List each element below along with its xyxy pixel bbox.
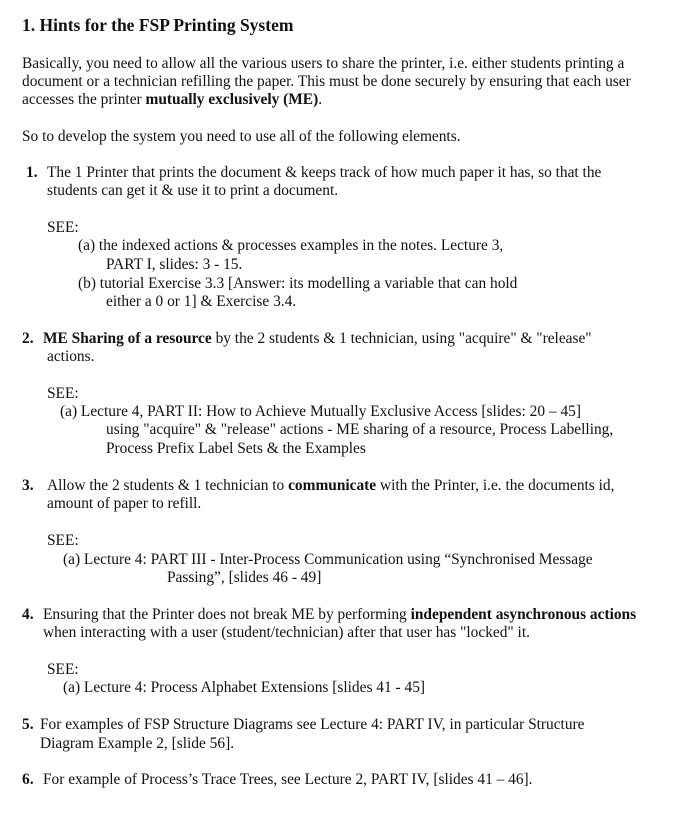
item-3-emphasis: communicate [288,477,377,494]
page-title: 1. Hints for the FSP Printing System [22,15,294,35]
item-1-ref-b-line-1: (b) tutorial Exercise 3.3 [Answer: its modelling a variable that can hold [78,275,518,292]
item-5-line-1: For examples of FSP Structure Diagrams see Lecture 4: PART IV, in particular Structure [40,716,585,733]
item-4-number: 4. [22,606,34,623]
intro-line-3-end: . [318,91,323,108]
item-6-line-1: For example of Process’s Trace Trees, see Lecture 2, PART IV, [slides 41 – 46]. [43,771,533,788]
item-3-ref-a-line-1: (a) Lecture 4: PART III - Inter-Process Communication using “Synchronised Message [63,551,593,568]
item-1-ref-a-line-1: (a) the indexed actions & processes examples in the notes. Lecture 3, [78,237,504,254]
item-6-number: 6. [22,771,34,788]
intro-line-1: Basically, you need to allow all the various users to share the printer, i.e. either students printing a [22,55,625,72]
item-3-line-1 [47,477,614,496]
item-1-line-1: The 1 Printer that prints the document & keeps track of how much paper it has, so that the [47,164,602,181]
item-2-line-1 [43,330,592,349]
item-2-line-2: actions. [47,348,95,365]
item-1-ref-b-line-2: either a 0 or 1] & Exercise 3.4. [106,293,297,310]
intro-line-4: So to develop the system you need to use all of the following elements. [22,128,461,145]
item-2-number: 2. [22,330,34,347]
item-4-ref-a-line-1: (a) Lecture 4: Process Alphabet Extensions [slides 41 - 45] [63,679,426,696]
item-4-see: SEE: [47,661,79,678]
item-3-ref-a-line-2: Passing”, [slides 46 - 49] [167,569,322,586]
item-1-number: 1. [26,164,38,181]
item-3-line-2: amount of paper to refill. [47,495,202,512]
item-1-ref-a-line-2: PART I, slides: 3 - 15. [106,256,243,273]
item-4-emphasis: independent asynchronous actions [410,606,637,623]
item-4-line-1-text: Ensuring that the Printer does not break ME by performing [43,606,411,623]
item-2-emphasis: ME Sharing of a resource [43,330,212,347]
item-3-see: SEE: [47,532,79,549]
item-5-line-2: Diagram Example 2, [slide 56]. [40,735,235,752]
item-1-see: SEE: [47,219,79,236]
item-2-ref-a-line-3: Process Prefix Label Sets & the Examples [106,440,366,457]
item-2-see: SEE: [47,385,79,402]
item-4-line-2: when interacting with a user (student/technician) after that user has "locked" it. [43,624,530,641]
item-2-line-1-text: by the 2 students & 1 technician, using "acquire" & "release" [211,330,592,347]
item-2-ref-a-line-2: using "acquire" & "release" actions - ME sharing of a resource, Process Labelling, [106,421,614,438]
intro-emphasis: mutually exclusively (ME) [145,91,319,108]
item-2-ref-a-line-1: (a) Lecture 4, PART II: How to Achieve Mutually Exclusive Access [slides: 20 – 45] [60,403,581,420]
item-4-line-1 [43,606,636,625]
intro-line-3-text: accesses the printer [22,91,146,108]
intro-line-2: document or a technician refilling the paper. This must be done securely by ensuring that each user [22,73,631,90]
item-5-number: 5. [22,716,34,733]
item-1-line-2: students can get it & use it to print a document. [47,182,339,199]
item-3-line-1-text: Allow the 2 students & 1 technician to [47,477,289,494]
intro-line-3 [22,91,322,110]
item-3-number: 3. [22,477,34,494]
item-3-line-1-end: with the Printer, i.e. the documents id, [376,477,615,494]
